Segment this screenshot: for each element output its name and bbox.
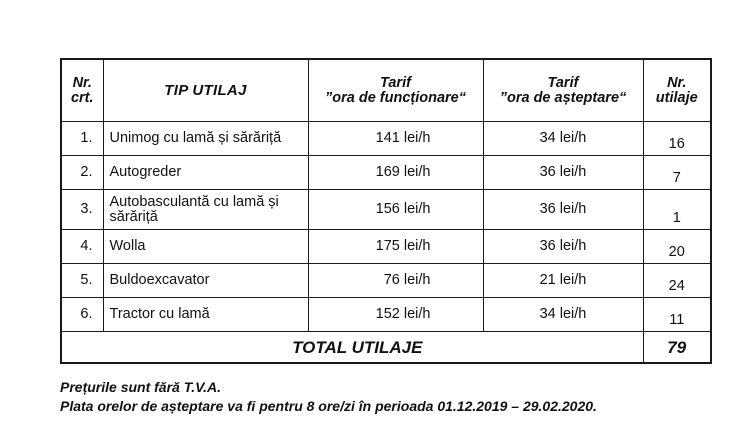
operating-rate: 141 lei/h (308, 122, 483, 156)
equipment-count: 16 (643, 122, 711, 156)
table-row (61, 298, 711, 332)
operating-rate: 156 lei/h (308, 190, 483, 230)
waiting-rate: 36 lei/h (483, 156, 643, 190)
header-row (61, 59, 711, 122)
equipment-name: Autogreder (103, 156, 308, 190)
table-row (61, 230, 711, 264)
waiting-rate: 21 lei/h (483, 264, 643, 298)
total-row (61, 332, 711, 364)
table-row (61, 264, 711, 298)
equipment-count: 20 (643, 230, 711, 264)
row-number: 1. (61, 122, 103, 156)
waiting-rate: 34 lei/h (483, 298, 643, 332)
vat-note: Prețurile sunt fără T.V.A. (60, 379, 222, 395)
waiting-rate: 36 lei/h (483, 230, 643, 264)
table-row (61, 190, 711, 230)
equipment-count: 11 (643, 298, 711, 332)
row-number: 6. (61, 298, 103, 332)
operating-rate: 76 lei/h (308, 264, 483, 298)
operating-rate: 152 lei/h (308, 298, 483, 332)
equipment-count: 7 (643, 156, 711, 190)
row-number: 5. (61, 264, 103, 298)
total-value: 79 (643, 332, 711, 364)
table-row (61, 156, 711, 190)
row-number: 4. (61, 230, 103, 264)
equipment-name: Buldoexcavator (103, 264, 308, 298)
equipment-table-container (60, 58, 710, 364)
operating-rate: 169 lei/h (308, 156, 483, 190)
total-label: TOTAL UTILAJE (61, 332, 643, 364)
table-row (61, 122, 711, 156)
equipment-name: Autobasculantă cu lamă și sărăriță (103, 190, 308, 230)
equipment-name: Wolla (103, 230, 308, 264)
waiting-rate: 36 lei/h (483, 190, 643, 230)
equipment-count: 1 (643, 190, 711, 230)
waiting-hours-note: Plata orelor de așteptare va fi pentru 8 ore/zi în perioada 01.12.2019 – 29.02.2020. (60, 398, 597, 414)
equipment-name: Unimog cu lamă și sărăriță (103, 122, 308, 156)
equipment-count: 24 (643, 264, 711, 298)
header-tip-utilaj: TIP UTILAJ (103, 59, 308, 122)
equipment-name: Tractor cu lamă (103, 298, 308, 332)
row-number: 3. (61, 190, 103, 230)
header-tarif-functionare: Tarif ”ora de funcționare“ (308, 59, 483, 122)
header-tarif-asteptare: Tarif ”ora de așteptare“ (483, 59, 643, 122)
footnotes (60, 378, 597, 416)
row-number: 2. (61, 156, 103, 190)
waiting-rate: 34 lei/h (483, 122, 643, 156)
operating-rate: 175 lei/h (308, 230, 483, 264)
equipment-table (60, 58, 712, 364)
header-nr-utilaje: Nr. utilaje (643, 59, 711, 122)
header-nr-crt: Nr. crt. (61, 59, 103, 122)
